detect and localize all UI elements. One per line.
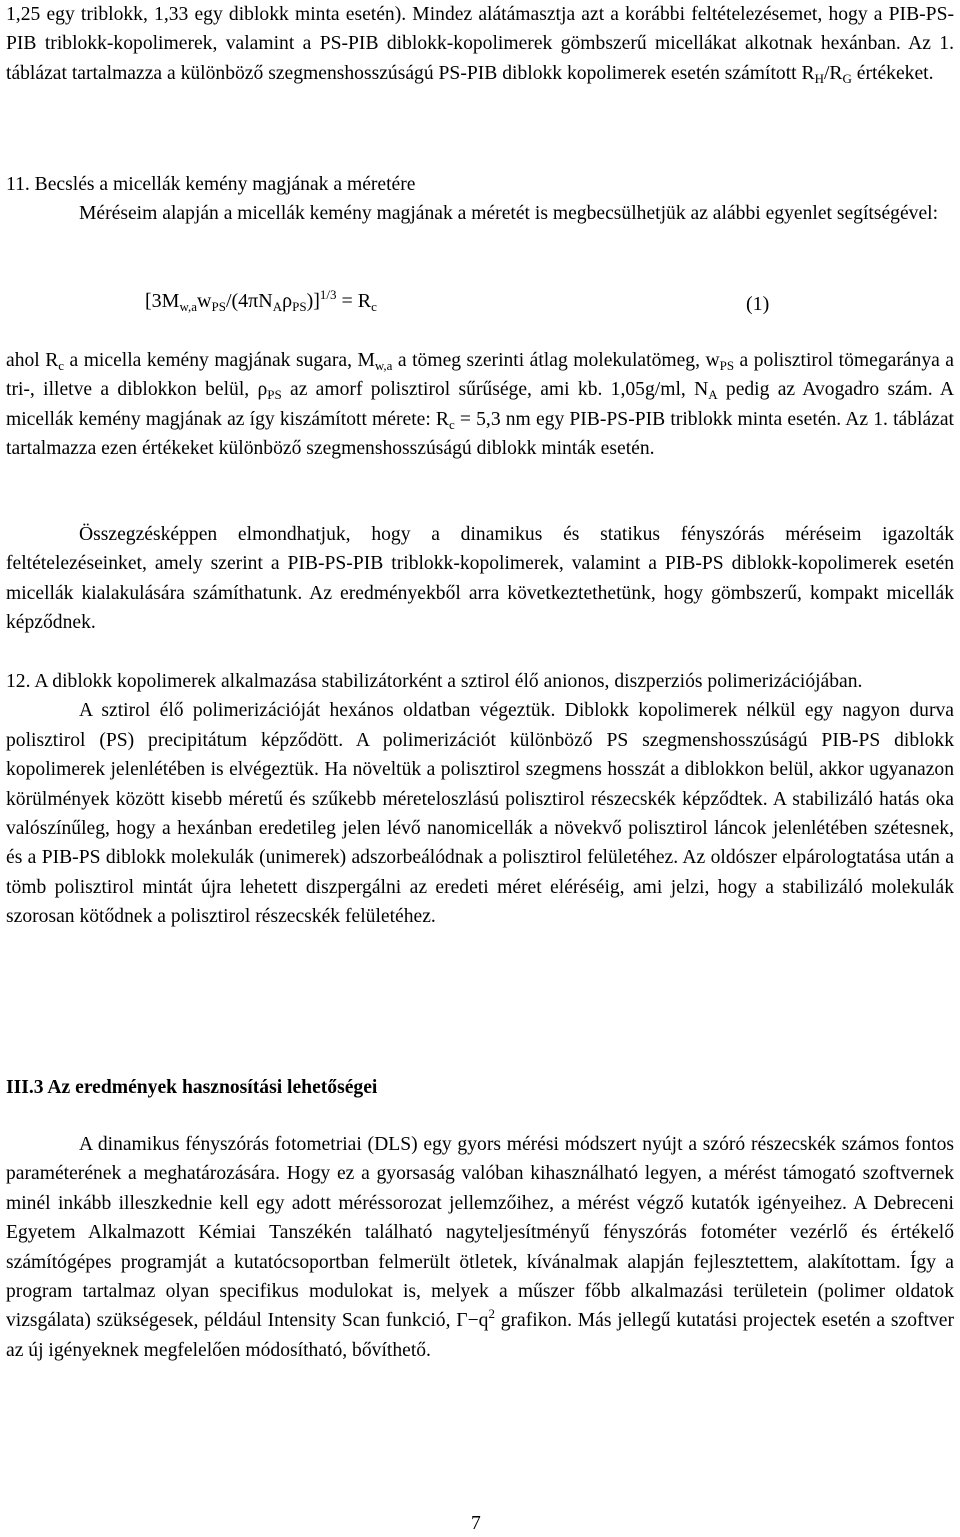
section-12-number: 12. bbox=[6, 671, 31, 692]
section-iii3-heading: III.3 Az eredmények hasznosítási lehetőségei bbox=[6, 1077, 378, 1098]
page-number: 7 bbox=[471, 1513, 481, 1534]
section-12 bbox=[6, 667, 954, 932]
section-iii3-body: A dinamikus fényszórás fotometriai (DLS) egy gyors mérési módszert nyújt a szóró részecskék számos fontos paraméterének a meghatározására. Hogy ez a gyorsaság valóban kihasználható legyen, a mérést támogató szoftvernek minél inkább illeszkednie kell egy adott méréssorozat jellemzőihez, a mérést végző kutatók igényeihez. A Debreceni Egyetem Alkalmazott Kémiai Tanszékén található nagyteljesítményű fényszórás fotométer vezérlő és értékelő számítógépes programját a kutatócsoportban felmerült ötletek, kívánalmak alapján fejlesztettem, alakítottam. Így a program tartalmaz olyan specifikus modulokat is, melyek a műszer főbb alkalmazási területein (polimer oldatok vizsgálata) szükségesek, például Intensity Scan funkció, $\Gamma-q^2$ grafikon. Más jellegű kutatási projectek esetén a szoftver az új igényeknek megfelelően módosítható, bővíthető. bbox=[6, 1134, 954, 1361]
definitions-paragraph: ahol $R_c$ a micella kemény magjának sugara, $M_{w,a}$ a tömeg szerinti átlag molekulatömeg, $w_{PS}$ a polisztirol tömegaránya a tri-, illetve a diblokkon belül, $\rho_{PS}$ az amorf polisztirol sűrűsége, ami kb. 1,05g/ml, $N_A$ pedig az Avogadro szám. A micellák kemény magjának az így kiszámított mérete: $R_c = 5,3$ nm egy PIB-PS-PIB triblokk minta esetén. Az 1. táblázat tartalmazza ezen értékeket különböző szegmenshosszúságú diblokk minták esetén. bbox=[6, 350, 954, 460]
section-11-body: Méréseim alapján a micellák kemény magjának a méretét is megbecsülhetjük az alábbi egyenlet segítségével: bbox=[79, 203, 939, 225]
section-11 bbox=[6, 170, 954, 229]
section-11-number: 11. bbox=[6, 174, 30, 195]
equation: $[3M_{w,a}w_{PS}/(4\pi N_A\rho_{PS})]^{1/3} = R_c$ bbox=[145, 287, 377, 314]
intro-paragraph: 1,25 egy triblokk, 1,33 egy diblokk minta esetén). Mindez alátámasztja azt a korábbi feltételezésemet, hogy a PIB-PS-PIB triblokk-kopolimerek, valamint a PS-PIB diblokk-kopolimerek gömbszerű micellákat alkotnak hexánban. Az 1. táblázat tartalmazza a különböző szegmenshosszúságú PS-PIB diblokk kopolimerek esetén számított $R_H/R_G$ értékeket. bbox=[6, 4, 954, 86]
equation-number: (1) bbox=[746, 293, 770, 315]
section-12-title: A diblokk kopolimerek alkalmazása stabilizátorként a sztirol élő anionos, diszperziós polimerizációjában. bbox=[30, 671, 863, 692]
summary-paragraph: Összegzésképpen elmondhatjuk, hogy a dinamikus és statikus fényszórás méréseim igazolták feltételezéseinket, amely szerint a PIB-PS-PIB triblokk-kopolimerek, valamint a PIB-PS diblokk-kopolimerek esetén micellák kialakulására számíthatunk. Az eredményekből arra következtethetünk, hogy gömbszerű, kompakt micellák képződnek. bbox=[6, 524, 954, 634]
section-12-body: A sztirol élő polimerizációját hexános oldatban végeztük. Diblokk kopolimerek nélkül egy nagyon durva polisztirol (PS) precipitátum képződött. A polimerizációt különböző PS szegmenshosszúságú PIB-PS diblokk kopolimerek jelenlétében is elvégeztük. Ha növeltük a polisztirol szegmens hosszát a diblokkon belül, akkor ugyanazon körülmények között kisebb méretű és szűkebb méreteloszlású polisztirol részecskék képződtek. A stabilizáló hatás oka valószínűleg, hogy a hexánban eredetileg jelen lévő nanomicellák a növekvő polisztirol láncok jelenlétében szétesnek, és a PIB-PS diblokk molekulák (unimerek) adszorbeálódnak a polisztirol felületéhez. Az oldószer elpárologtatása után a tömb polisztirol mintát újra lehetett diszpergálni az eredeti méret eléréséig, ami jelzi, hogy a stabilizáló molekulák szorosan kötődnek a polisztirol részecskék felületéhez. bbox=[6, 700, 954, 928]
section-11-title: Becslés a micellák kemény magjának a méretére bbox=[29, 174, 416, 195]
